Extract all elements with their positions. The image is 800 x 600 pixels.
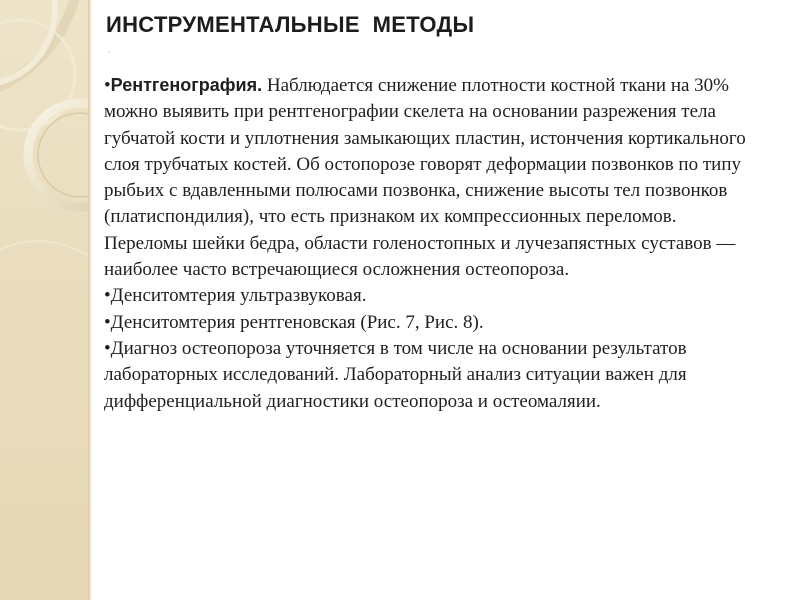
item-text: Наблюдается снижение плотности костной ткани на 30% можно выявить при рентгенографии скелета на основании разрежения тела губчатой кости и уплотнения замыкающих пластин, истончения кортикального слоя трубчатых костей. Об остопорозе говорят деформации позвонков по типу рыбьих с вдавленными полюсами позвонка, снижение высоты тел позвонков (платиспондилия), что есть признаком их компрессионных переломов. Переломы шейки бедра, области голеностопных и лучезапястных суставов — наиболее часто встречающиеся осложнения остеопороза. bbox=[104, 75, 746, 281]
title-marker: · bbox=[108, 48, 111, 57]
list-item-xray-densitometry bbox=[104, 310, 764, 336]
decorative-side-panel bbox=[0, 0, 88, 600]
list-item-lab-diagnosis bbox=[104, 336, 764, 415]
list-item-radiography bbox=[104, 72, 764, 283]
item-lead-term: Рентгенография. bbox=[110, 75, 263, 95]
slide-content bbox=[104, 72, 764, 415]
list-item-ultrasound-densitometry bbox=[104, 283, 764, 309]
item-text: Денситомтерия рентгеновская (Рис. 7, Рис. 8). bbox=[110, 311, 484, 333]
item-text: Денситомтерия ультразвуковая. bbox=[110, 285, 367, 307]
panel-edge-divider bbox=[88, 0, 92, 600]
bullet-icon: • bbox=[104, 75, 111, 96]
decorative-rings-graphic bbox=[0, 0, 88, 600]
bullet-icon: • bbox=[104, 311, 111, 333]
item-text: Диагноз остеопороза уточняется в том числе на основании результатов лабораторных исследований. Лабораторный анализ ситуации важен для дифференциальной диагностики остеопороза и остеомаляии. bbox=[104, 337, 687, 412]
bullet-icon: • bbox=[104, 285, 111, 307]
bullet-icon: • bbox=[104, 337, 111, 359]
slide-title: ИНСТРУМЕНТАЛЬНЫЕ МЕТОДЫ bbox=[106, 12, 475, 37]
